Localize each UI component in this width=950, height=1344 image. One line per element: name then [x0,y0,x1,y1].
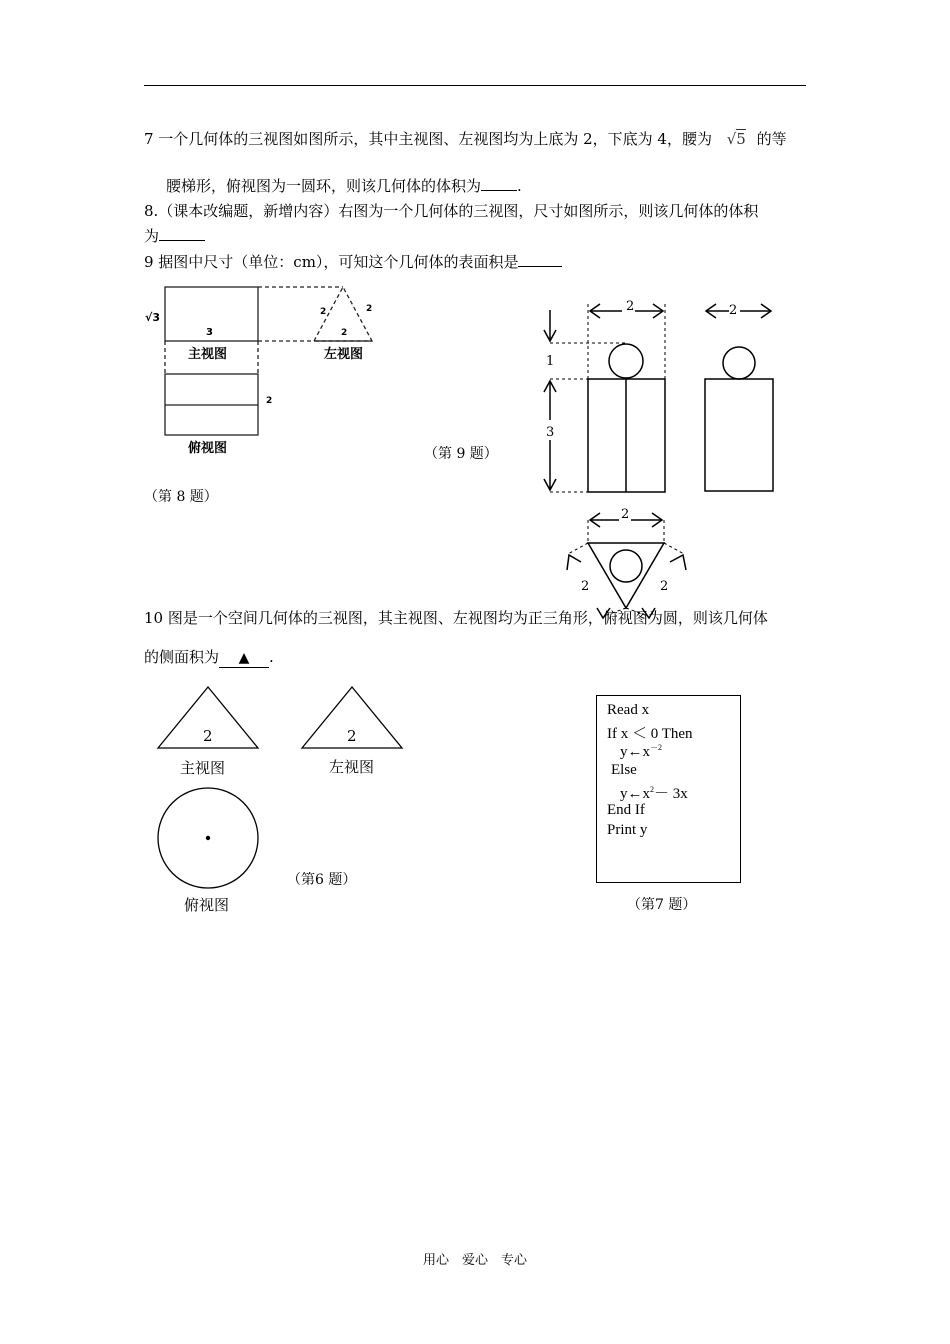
height-top-label: 1 [546,354,555,369]
figure-8 [140,280,400,470]
triangle-mark: ▲ [238,650,250,666]
top-width-label: 2 [621,507,630,522]
figure-9 [520,290,800,630]
question-10-line2 [144,646,274,668]
center-dot [206,836,210,840]
figure-6-caption: （第6 题） [287,872,357,888]
width-label: 3 [206,327,213,338]
question-8-line1: 8.（课本改编题，新增内容）右图为一个几何体的三视图，尺寸如图所示，则该几何体的体积 [144,202,759,220]
header-rule [144,85,806,86]
code-line-2: If x ＜ 0 Then [607,726,693,742]
figure-9-caption: （第 9 题） [424,446,498,462]
figure-6 [150,680,415,900]
code-line-3 [620,742,662,761]
code-line-1: Read x [607,702,650,718]
code-assign-1: y←x [620,744,650,760]
period: . [517,177,522,195]
side-base-label: 2 [341,328,348,338]
fig6-top-caption: 俯视图 [184,896,230,914]
side-height-label: 2 [347,727,357,745]
sqrt3-label: √3 [145,311,160,324]
height-bottom-label: 3 [546,425,555,440]
code-line-7: Print y [607,822,648,838]
front-view-caption: 主视图 [188,347,228,362]
side-right-label: 2 [366,304,373,314]
answer-blank [219,648,269,668]
question-10-text: 的侧面积为 [144,648,220,666]
code-assign-2-tail: － 3x [654,786,688,802]
question-7-text-c: 腰梯形，俯视图为一圆环，则该几何体的体积为 [166,177,482,195]
question-7-line1 [144,128,787,150]
exponent-2: 2 [650,785,654,794]
code-line-5 [620,782,688,803]
question-8-line2 [144,225,205,247]
figure-7-caption: （第7 题） [627,897,697,913]
sqrt-radicand: 5 [736,130,746,148]
period: . [269,648,274,666]
answer-blank [518,252,562,267]
exponent-neg2: －2 [650,743,662,752]
question-7-line2 [166,175,522,197]
side-body [705,379,773,491]
figure-8-caption: （第 8 题） [144,489,218,505]
fig6-front-caption: 主视图 [180,759,226,777]
sqrt-5: √5 [726,130,746,148]
top-triangle [588,543,664,608]
code-assign-2: y←x [620,786,650,802]
top-circle [610,550,642,582]
question-8-text: 为 [144,227,160,245]
side-left-label: 2 [320,307,327,317]
question-10-line1: 10 图是一个空间几何体的三视图，其主视图、左视图均为正三角形，俯视图为圆，则该几何体 [144,609,768,627]
question-7-text-b: 的等 [756,130,787,148]
question-9-text: 9 据图中尺寸（单位：cm），可知这个几何体的表面积是 [144,253,519,271]
top-view-caption: 俯视图 [188,441,228,456]
answer-blank [159,226,205,241]
top-left-label: 2 [581,579,590,594]
side-width-label: 2 [729,303,738,318]
fig6-side-caption: 左视图 [329,758,375,776]
code-line-4: Else [611,762,637,778]
question-7-text-a: 7 一个几何体的三视图如图所示，其中主视图、左视图均为上底为 2，下底为 4，腰为 [144,130,712,148]
code-line-6: End If [607,802,645,818]
answer-blank [481,176,517,191]
side-sphere [723,347,755,379]
top-depth-label: 2 [266,396,273,406]
side-view-caption: 左视图 [324,347,364,362]
front-height-label: 2 [203,727,213,745]
question-9-line1 [144,251,562,273]
page-footer: 用心 爱心 专心 [422,1253,527,1268]
top-right-label: 2 [660,579,669,594]
front-width-label: 2 [626,299,635,314]
front-sphere [609,344,643,378]
